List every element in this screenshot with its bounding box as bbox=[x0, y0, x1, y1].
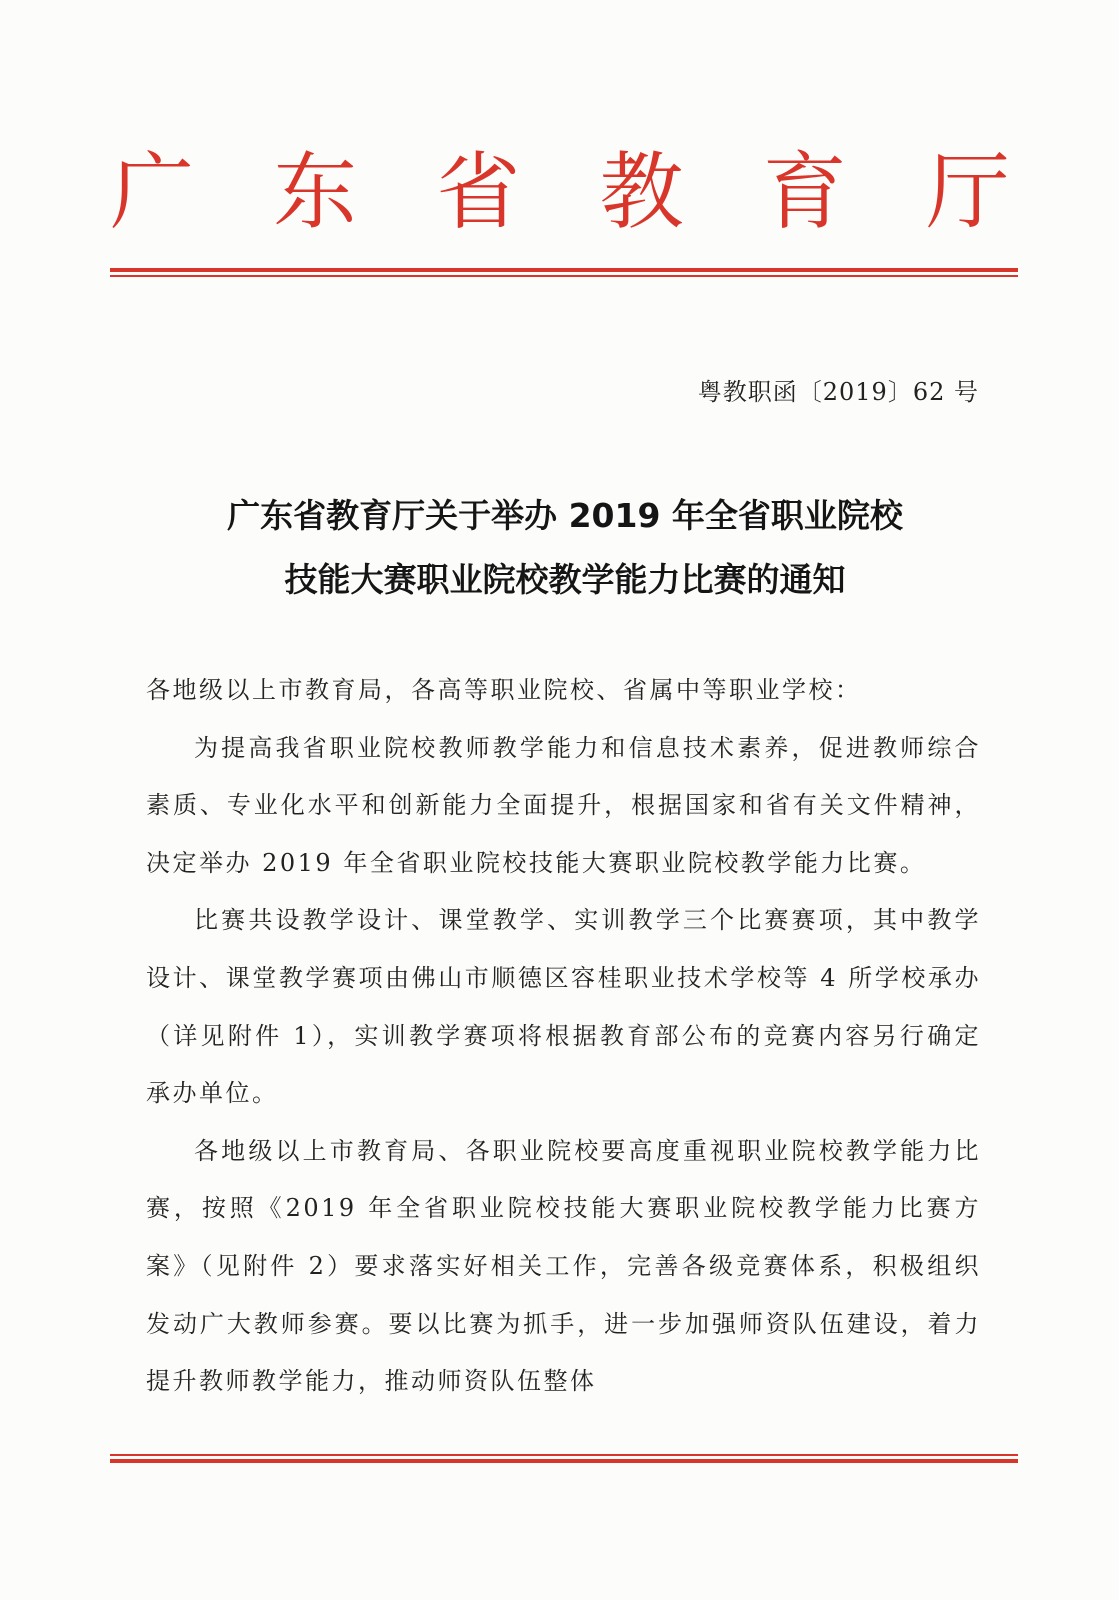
footer-divider-thick bbox=[110, 1459, 1018, 1463]
letterhead-char: 广 bbox=[110, 143, 195, 241]
salutation: 各地级以上市教育局，各高等职业院校、省属中等职业学校： bbox=[146, 676, 862, 704]
body-paragraph-2: 比赛共设教学设计、课堂教学、实训教学三个比赛赛项，其中教学设计、课堂教学赛项由佛山市顺德区容桂职业技术学校等 4 所学校承办（详见附件 1），实训教学赛项将根据教育部公布的竞赛内容另行确定承办单位。 bbox=[146, 906, 981, 1108]
letterhead-title bbox=[110, 143, 1010, 241]
document-title-line-2: 技能大赛职业院校教学能力比赛的通知 bbox=[284, 560, 846, 599]
document-body bbox=[146, 662, 981, 1411]
letterhead-char: 厅 bbox=[925, 143, 1010, 241]
letterhead-char: 东 bbox=[273, 143, 358, 241]
letterhead-char: 育 bbox=[762, 143, 847, 241]
letterhead-char: 教 bbox=[599, 143, 684, 241]
body-paragraph-3: 各地级以上市教育局、各职业院校要高度重视职业院校教学能力比赛，按照《2019 年全省职业院校技能大赛职业院校教学能力比赛方案》（见附件 2）要求落实好相关工作，完善各级竞赛体系，积极组织发动广大教师参赛。要以比赛为抓手，进一步加强师资队伍建设，着力提升教师教学能力，推动师资队伍整体 bbox=[146, 1136, 981, 1396]
document-number: 粤教职函〔2019〕62 号 bbox=[697, 378, 979, 406]
document-title bbox=[110, 484, 1020, 612]
letterhead-divider-thick bbox=[110, 268, 1018, 272]
letterhead-divider-thin bbox=[110, 275, 1018, 277]
letterhead-char: 省 bbox=[436, 143, 521, 241]
body-paragraph-1: 为提高我省职业院校教师教学能力和信息技术素养，促进教师综合素质、专业化水平和创新能力全面提升，根据国家和省有关文件精神，决定举办 2019 年全省职业院校技能大赛职业院校教学能力比赛。 bbox=[146, 733, 981, 877]
footer-divider-thin bbox=[110, 1454, 1018, 1456]
document-title-line-1: 广东省教育厅关于举办 2019 年全省职业院校 bbox=[227, 496, 903, 535]
